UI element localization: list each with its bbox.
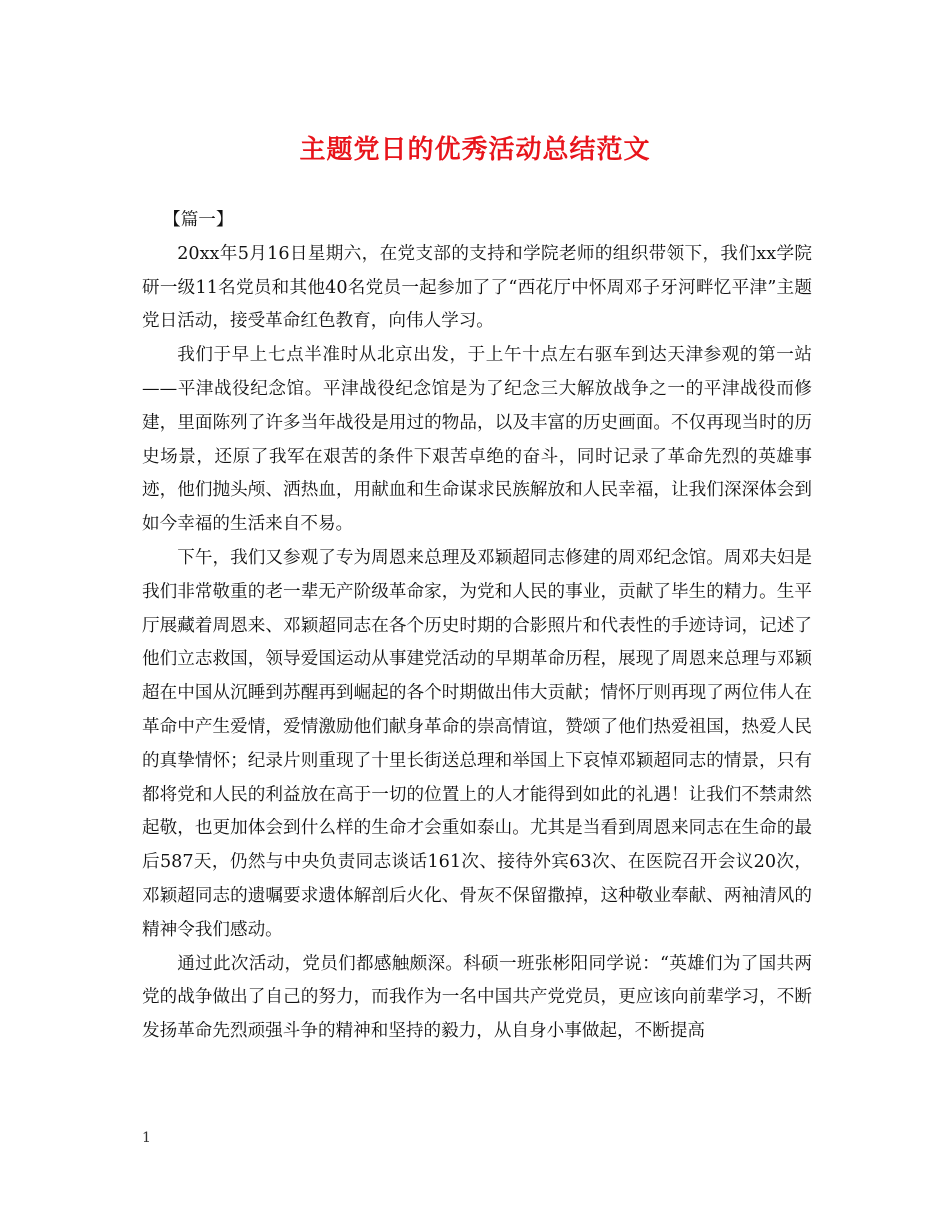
paragraph-3: 下午，我们又参观了专为周恩来总理及邓颖超同志修建的周邓纪念馆。周邓夫妇是我们非常敬重的老一辈无产阶级革命家，为党和人民的事业，贡献了毕生的精力。生平厅展藏着周恩来、邓颖超同志在各个历史时期的合影照片和代表性的手迹诗词，记述了他们立志救国，领导爱国运动从事建党活动的早期革命历程，展现了周恩来总理与邓颖超在中国从沉睡到苏醒再到崛起的各个时期做出伟大贡献；情怀厅则再现了两位伟人在革命中产生爱情，爱情激励他们献身革命的崇高情谊，赞颂了他们热爱祖国，热爱人民的真挚情怀；纪录片则重现了十里长街送总理和举国上下哀悼邓颖超同志的情景，只有都将党和人民的利益放在高于一切的位置上的人才能得到如此的礼遇！让我们不禁肃然起敬，也更加体会到什么样的生命才会重如泰山。尤其是当看到周恩来同志在生命的最后587天，仍然与中央负责同志谈话161次、接待外宾63次、在医院召开会议20次，邓颖超同志的遗嘱要求遗体解剖后火化、骨灰不保留撒掉，这种敬业奉献、两袖清风的精神令我们感动。: [142, 547, 812, 940]
page-number: 1: [142, 1130, 151, 1146]
paragraph-4: 通过此次活动，党员们都感触颇深。科硕一班张彬阳同学说：“英雄们为了国共两党的战争做出了自己的努力，而我作为一名中国共产党党员，更应该向前辈学习，不断发扬革命先烈顽强斗争的精神和坚持的毅力，从自身小事做起，不断提高: [142, 953, 812, 1042]
document-body: [142, 204, 812, 1049]
document-title: 主题党日的优秀活动总结范文: [299, 135, 651, 165]
section-label: 【篇一】: [163, 210, 234, 230]
paragraph-1: 20xx年5月16日星期六，在党支部的支持和学院老师的组织带领下，我们xx学院研一级11名党员和其他40名党员一起参加了了“西花厅中怀周邓子牙河畔忆平津”主题党日活动，接受革命红色教育，向伟人学习。: [142, 243, 812, 332]
paragraph-2: 我们于早上七点半准时从北京出发，于上午十点左右驱车到达天津参观的第一站——平津战役纪念馆。平津战役纪念馆是为了纪念三大解放战争之一的平津战役而修建，里面陈列了许多当年战役是用过的物品，以及丰富的历史画面。不仅再现当时的历史场景，还原了我军在艰苦的条件下艰苦卓绝的奋斗，同时记录了革命先烈的英雄事迹，他们抛头颅、洒热血，用献血和生命谋求民族解放和人民幸福，让我们深深体会到如今幸福的生活来自不易。: [142, 345, 812, 535]
